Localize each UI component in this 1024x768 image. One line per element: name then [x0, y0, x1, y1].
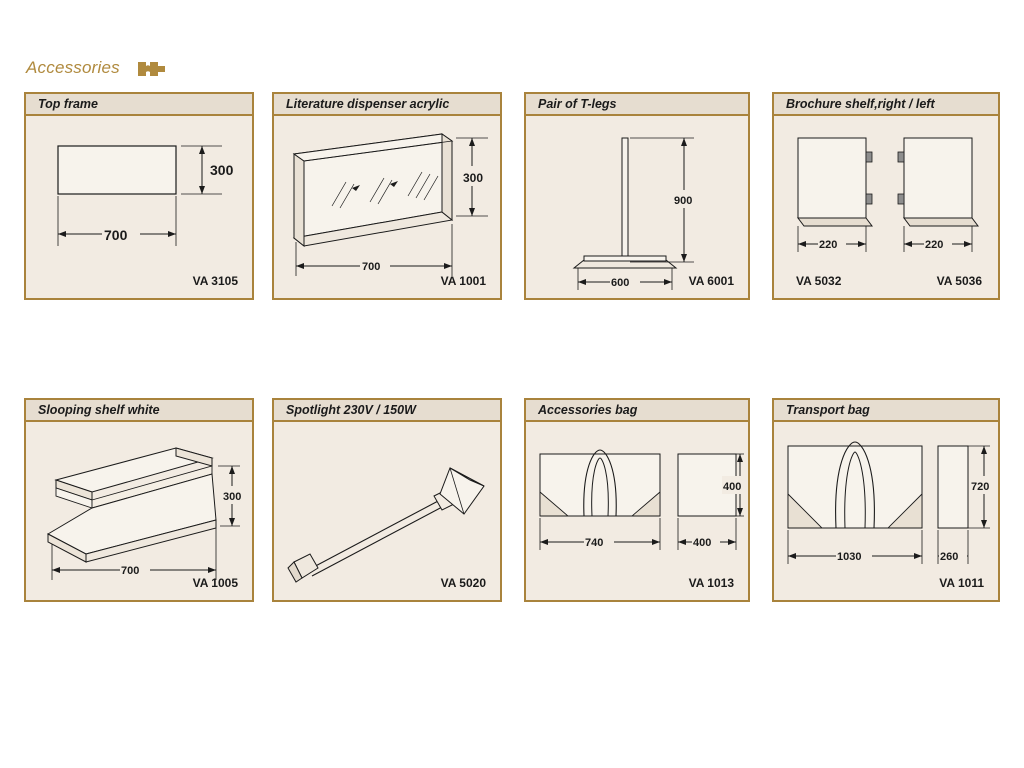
svg-text:700: 700: [104, 227, 128, 243]
card-illustration: [274, 116, 500, 298]
svg-text:700: 700: [362, 261, 381, 273]
card-illustration: [526, 422, 748, 600]
svg-text:300: 300: [463, 171, 484, 185]
svg-text:720: 720: [971, 481, 990, 493]
svg-text:740: 740: [585, 537, 604, 549]
svg-text:220: 220: [925, 239, 944, 251]
card-illustration: [26, 422, 252, 600]
card-title: Top frame: [38, 97, 98, 111]
svg-text:300: 300: [223, 491, 242, 503]
card-code: VA 1005: [192, 576, 238, 590]
card-transport-bag[interactable]: [772, 398, 1000, 602]
card-code: VA 1011: [939, 576, 984, 590]
svg-text:900: 900: [674, 195, 693, 207]
card-illustration: [526, 116, 748, 298]
card-title: Spotlight 230V / 150W: [286, 403, 416, 417]
card-brochure-shelf-right-left[interactable]: [772, 92, 1000, 300]
svg-text:300: 300: [210, 162, 234, 178]
card-code: VA 5020: [440, 576, 486, 590]
card-code: VA 1001: [440, 274, 486, 288]
card-pair-of-t-legs[interactable]: [524, 92, 750, 300]
card-literature-dispenser-acrylic[interactable]: [272, 92, 502, 300]
card-title: Accessories bag: [538, 403, 638, 417]
card-illustration: [26, 116, 252, 298]
card-code: VA 1013: [688, 576, 734, 590]
card-code-left: VA 5032: [796, 274, 842, 288]
card-illustration: [274, 422, 500, 600]
svg-text:600: 600: [611, 277, 630, 289]
card-title: Slooping shelf white: [38, 403, 160, 417]
card-code: VA 3105: [192, 274, 238, 288]
card-code: VA 6001: [688, 274, 734, 288]
card-title: Pair of T-legs: [538, 97, 617, 111]
card-title: Literature dispenser acrylic: [286, 97, 450, 111]
card-spotlight-230v-150w[interactable]: [272, 398, 502, 602]
card-illustration: [774, 116, 998, 298]
svg-text:220: 220: [819, 239, 838, 251]
svg-text:700: 700: [121, 565, 140, 577]
svg-text:400: 400: [723, 481, 742, 493]
card-accessories-bag[interactable]: [524, 398, 750, 602]
card-title: Transport bag: [786, 403, 870, 417]
card-illustration: [774, 422, 998, 600]
svg-text:260: 260: [940, 551, 959, 563]
card-slooping-shelf-white[interactable]: [24, 398, 254, 602]
card-code-right: VA 5036: [936, 274, 982, 288]
card-top-frame[interactable]: [24, 92, 254, 300]
svg-text:400: 400: [693, 537, 712, 549]
card-title: Brochure shelf,right / left: [786, 97, 935, 111]
svg-text:1030: 1030: [837, 551, 862, 563]
page-title: Accessories: [26, 58, 120, 77]
